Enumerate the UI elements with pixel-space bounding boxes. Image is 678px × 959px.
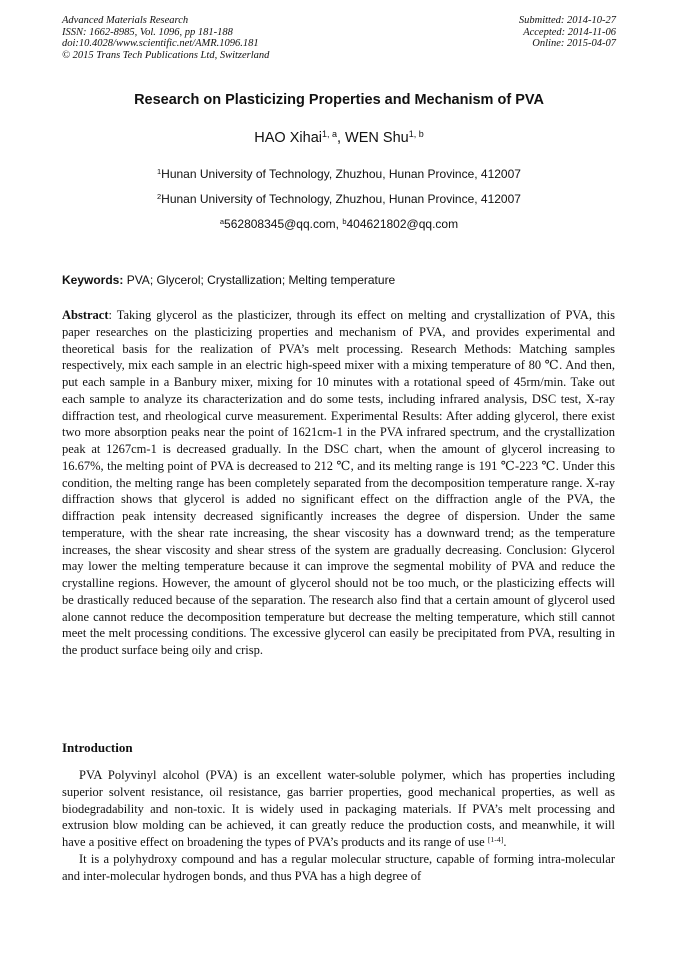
author-list [0, 130, 678, 146]
keywords-label: Keywords: [62, 273, 124, 287]
email-address[interactable]: 562808345@qq.com [224, 217, 336, 231]
affiliation-text: Hunan University of Technology, Zhuzhou, Hunan Province, 412007 [161, 192, 521, 206]
journal-issn: ISSN: 1662-8985, Vol. 1096, pp 181-188 [62, 26, 233, 38]
affiliation [0, 167, 678, 181]
paper-title: Research on Plasticizing Properties and Mechanism of PVA [134, 92, 544, 108]
submitted-date: Submitted: 2014-10-27 [518, 15, 616, 26]
author-emails [0, 217, 678, 231]
author-name: HAO Xihai [254, 130, 322, 146]
submission-dates [519, 15, 616, 50]
journal-doi: doi:10.4028/www.scientific.net/AMR.1096.181 [62, 38, 259, 49]
section-heading-introduction: Introduction [62, 740, 133, 755]
author-affiliation-marker: 1, b [408, 129, 424, 140]
email-separator: , [335, 217, 343, 231]
keywords-text: PVA; Glycerol; Crystallization; Melting temperature [123, 273, 396, 287]
journal-copyright: © 2015 Trans Tech Publications Ltd, Switzerland [62, 49, 270, 61]
abstract-label: Abstract [62, 308, 109, 322]
introduction-body [62, 767, 615, 884]
paragraph-text: PVA Polyvinyl alcohol (PVA) is an excellent water-soluble polymer, which has properties including superior solvent resistance, oil resistance, gas barrier properties, good mechanical properties, as well as biodegradability and non-toxic. It is widely used in packaging materials. If PVA’s melt processing and extrusion blow molding can be achieved, it can greatly reduce the production costs, and meanwhile, it will have a positive effect on broadening the types of PVA’s products and its range of use [62, 768, 615, 849]
affiliation-marker: 1 [157, 166, 162, 176]
abstract-text: : Taking glycerol as the plasticizer, through its effect on melting and crystallization of PVA, this paper researches on the plasticizing properties and mechanism of PVA, and provides experimental and theoretical basis for the realization of PVA’s melt processing. Research Methods: Matching samples respectively, mix each sample in an electric high-speed mixer with a mixing temperature of 80 ℃. And then, put each sample in a Banbury mixer, mixing for 10 minutes with a rotational speed of 45rm/min. Take out each sample to analyze its characterization and do some tests, including infrared analysis, DSC test, X-ray diffraction test, and rheological curve measurement. Experimental Results: After adding glycerol, there exist two more absorption peaks near the point of 1621cm-1 in the PVA infrared spectrum, and the crystallization peak at 1267cm-1 is decreased gradually. In the DSC chart, when the amount of glycerol increasing to 16.67%, the melting point of PVA is decreased to 212 ℃, and its melting range is 191 ℃-223 ℃. Under this condition, the melting range has been completely separated from the decomposition temperature range. X-ray diffraction shows that glycerol is added no significant effect on the diffraction angle of the PVA, the diffraction peak intensity decreased significantly increases the degree of dispersion. Under the same temperature, with the shear rate increasing, the shear viscosity has a downward trend; as the temperature increases, the shear viscosity and shear stress of the system are gradually decreasing. Conclusion: Glycerol may lower the melting temperature because it can improve the segmental mobility of PVA and reduce the crystalline regions. However, the amount of glycerol should not be too much, or the plasticizing effects will be drastically reduced because of the separation. The research also find that a certain amount of glycerol used alone cannot reduce the decomposition temperature but decrease the melting temperature, which still cannot meet the melt processing conditions. The excessive glycerol can easily be precipitated from PVA, resulting in the product surface being oily and crisp. [62, 308, 615, 657]
affiliation-text: Hunan University of Technology, Zhuzhou, Hunan Province, 412007 [161, 167, 521, 181]
paragraph [62, 851, 615, 885]
journal-header [62, 15, 269, 61]
citation-reference[interactable]: [1-4] [487, 834, 504, 844]
paragraph-text: It is a polyhydroxy compound and has a regular molecular structure, capable of forming intra-molecular and inter-molecular hydrogen bonds, and thus PVA has a high degree of [62, 851, 615, 883]
email-marker: b [342, 216, 347, 226]
accepted-date: Accepted: 2014-11-06 [523, 26, 616, 38]
author-separator: , [336, 130, 346, 146]
paragraph-end: . [503, 835, 507, 849]
author-affiliation-marker: 1, a [321, 129, 337, 140]
affiliation [0, 192, 678, 206]
email-address[interactable]: 404621802@qq.com [346, 217, 459, 231]
keywords [62, 273, 615, 287]
paragraph [62, 767, 615, 851]
journal-name: Advanced Materials Research [62, 15, 189, 26]
affiliation-marker: 2 [157, 191, 162, 201]
email-marker: a [219, 216, 225, 226]
abstract [62, 307, 615, 659]
author-name: WEN Shu [345, 130, 409, 146]
online-date: Online: 2015-04-07 [532, 38, 616, 49]
